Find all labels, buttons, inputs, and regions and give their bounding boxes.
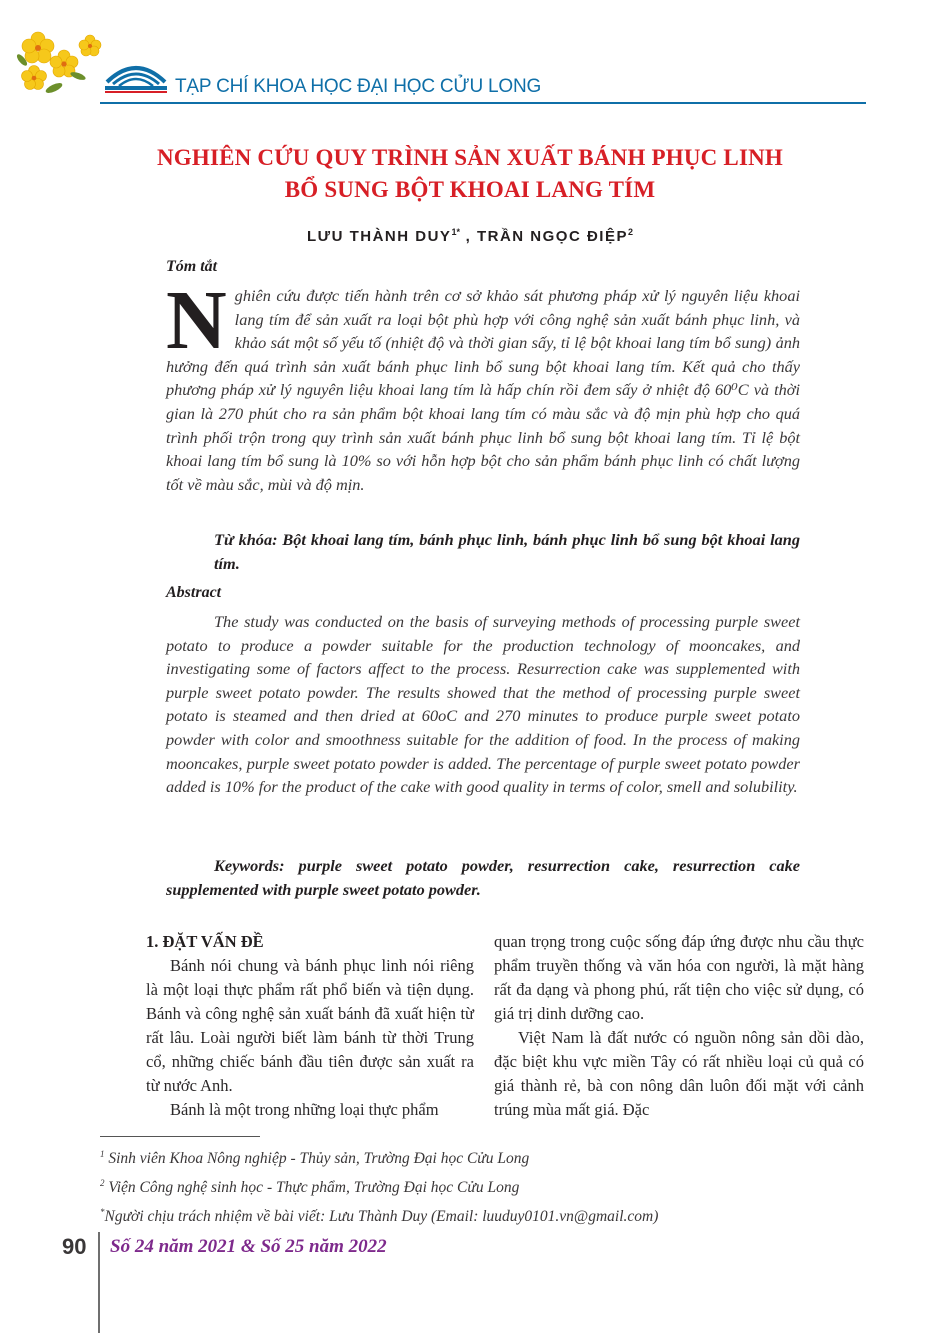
title-line-1: NGHIÊN CỨU QUY TRÌNH SẢN XUẤT BÁNH PHỤC LINH bbox=[156, 145, 784, 170]
abstract-en-heading: Abstract bbox=[166, 584, 222, 601]
footnote-1 bbox=[100, 1142, 860, 1171]
footnote-text: Viện Công nghệ sinh học - Thực phẩm, Trường Đại học Cửu Long bbox=[108, 1179, 520, 1197]
title-line-2: BỔ SUNG BỘT KHOAI LANG TÍM bbox=[284, 177, 656, 202]
drop-cap: N bbox=[166, 274, 227, 367]
author-list bbox=[90, 227, 850, 245]
footnote-mark: 1 bbox=[100, 1149, 105, 1159]
section-heading: 1. ĐẶT VẤN ĐỀ bbox=[146, 932, 264, 951]
university-logo-icon bbox=[103, 52, 169, 96]
keywords-vi-text: Từ khóa: Bột khoai lang tím, bánh phục linh, bánh phục linh bổ sung bột khoai lang tím. bbox=[214, 530, 800, 573]
paragraph: Bánh nói chung và bánh phục linh nói riêng là một loại thực phẩm rất phổ biến và tiện dụng. Bánh và công nghệ sản xuất bánh đã xuất hiện từ rất lâu. Loài người biết làm bánh từ thời Trung cổ, những chiếc bánh đầu tiên được sản xuất ra từ nước Anh. bbox=[146, 956, 474, 1095]
abstract-vi-text: ghiên cứu được tiến hành trên cơ sở khảo sát phương pháp xử lý nguyên liệu khoai lang tím để sản xuất ra loại bột phù hợp với công nghệ sản xuất bánh phục linh, và khảo sát một số yếu tố (nhiệt độ và thời gian sấy, tỉ lệ bột khoai lang tím bổ sung) ảnh hưởng đến quá trình sản xuất bánh phục linh bổ sung bột khoai lang tím. Kết quả cho thấy phương pháp xử lý nguyên liệu khoai lang tím là hấp chín rồi đem sấy ở nhiệt độ 60⁰C và thời gian là 270 phút cho ra sản phẩm bột khoai lang tím có màu sắc và độ mịn phù hợp cho quá trình phối trộn trong quy trình sản xuất bánh phục linh bổ sung bột khoai lang tím. Tỉ lệ bột khoai lang tím bổ sung là 10% so với hỗn hợp bột cho sản phẩm bánh phục linh có chất lượng tốt về màu sắc, mùi và độ mịn. bbox=[166, 286, 800, 494]
author-1: LƯU THÀNH DUY bbox=[307, 228, 452, 245]
author-2-affiliation: 2 bbox=[627, 227, 633, 237]
abstract-vi-body bbox=[166, 274, 800, 496]
issue-label: Số 24 năm 2021 & Số 25 năm 2022 bbox=[110, 1236, 387, 1257]
yellow-apricot-flowers-icon bbox=[14, 26, 114, 106]
keywords-vi bbox=[166, 528, 800, 575]
body-column-right bbox=[494, 930, 864, 1122]
footnotes bbox=[100, 1142, 860, 1229]
footer-divider bbox=[98, 1232, 100, 1333]
page-number: 90 bbox=[62, 1234, 87, 1259]
journal-name: TẠP CHÍ KHOA HỌC ĐẠI HỌC CỬU LONG bbox=[175, 76, 542, 97]
article-title bbox=[90, 142, 850, 206]
author-separator: , bbox=[459, 228, 477, 245]
author-2: TRẦN NGỌC ĐIỆP bbox=[476, 228, 628, 245]
footnote-2 bbox=[100, 1171, 860, 1200]
footnote-3 bbox=[100, 1200, 860, 1229]
footnote-text: Sinh viên Khoa Nông nghiệp - Thủy sản, Trường Đại học Cửu Long bbox=[108, 1150, 530, 1168]
abstract-en-body: The study was conducted on the basis of surveying methods of processing purple sweet potato to produce a powder suitable for the production technology of mooncakes, and investigating some of factors affect to the process. Resurrection cake was supplemented with purple sweet potato powder. The results showed that the method of processing purple sweet potato is steamed and then dried at 60oC and 270 minutes to produce purple sweet potato powder with color and smoothness suitable for the addition of food. In the process of making mooncakes, purple sweet potato powder is added. The percentage of purple sweet potato powder added is 10% for the product of the cake with good quality in terms of color, smell and solubility. bbox=[166, 612, 800, 797]
keywords-en: Keywords: purple sweet potato powder, resurrection cake, resurrection cake supplemented with purple sweet potato powder. bbox=[166, 856, 800, 899]
paragraph: Việt Nam là đất nước có nguồn nông sản dồi dào, đặc biệt khu vực miền Tây có rất nhiều loại củ quả có giá thành rẻ, bà con nông dân luôn đối mặt với cảnh trúng mùa mất giá. Đặc bbox=[494, 1028, 864, 1119]
paragraph: quan trọng trong cuộc sống đáp ứng được nhu cầu thực phẩm truyền thống và văn hóa con người, là mặt hàng rất đa dạng và phong phú, rất tiện cho việc sử dụng, có giá trị dinh dưỡng cao. bbox=[494, 932, 864, 1023]
author-1-affiliation: 1* bbox=[451, 227, 460, 237]
footnote-mark: * bbox=[100, 1207, 105, 1218]
header-divider bbox=[100, 102, 866, 104]
footnote-text: Người chịu trách nhiệm về bài viết: Lưu Thành Duy (Email: luuduy0101.vn@gmail.com) bbox=[104, 1208, 659, 1226]
footnote-mark: 2 bbox=[100, 1178, 105, 1189]
footnote-divider bbox=[100, 1136, 260, 1137]
paragraph: Bánh là một trong những loại thực phẩm bbox=[170, 1100, 439, 1119]
body-column-left bbox=[146, 930, 474, 1122]
abstract-vi-heading: Tóm tắt bbox=[166, 258, 218, 275]
